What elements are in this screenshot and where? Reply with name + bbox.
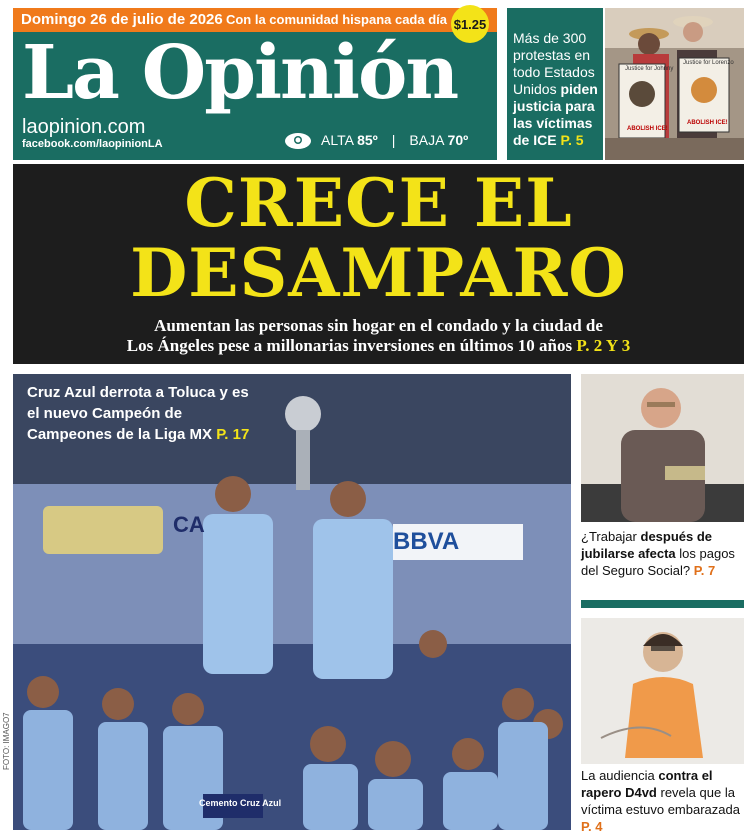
banner-text-1: CA xyxy=(173,512,205,537)
sports-page: P. 17 xyxy=(216,426,250,443)
lead-headline-line2: DESAMPARO xyxy=(130,234,627,312)
jersey-text: Cemento Cruz Azul xyxy=(199,798,282,808)
cloud-sun-icon xyxy=(283,130,313,150)
weather-low: 70º xyxy=(447,132,469,148)
banner-text-2: BBVA xyxy=(393,528,460,555)
lead-deck xyxy=(13,316,744,356)
sports-caption xyxy=(27,382,257,445)
sketch-illustration xyxy=(581,618,744,764)
story2-text[interactable] xyxy=(581,528,746,579)
weather-low-label: BAJA xyxy=(409,132,444,148)
teaser-text-a: Más de 300 protestas en todo Estados Unidos xyxy=(513,30,595,97)
issue-date: Domingo 26 de julio de 2026 xyxy=(21,11,223,28)
sports-caption-text: Cruz Azul derrota a Toluca y es el nuevo Campeón de Campeones de la Liga MX xyxy=(27,384,249,443)
story2-text-a: ¿Trabajar xyxy=(581,529,637,544)
weather-high: 85º xyxy=(357,132,378,148)
column-divider xyxy=(581,600,744,608)
story3-text-a: La audiencia xyxy=(581,768,655,783)
lead-headline xyxy=(13,164,744,312)
slogan: Con la comunidad hispana cada día xyxy=(225,12,447,27)
weather-box xyxy=(283,130,468,150)
price-badge: $1.25 xyxy=(451,5,489,43)
lead-headline-line1: CRECE EL xyxy=(184,164,573,242)
story2-text-bold: después de jubilarse afecta xyxy=(581,529,713,561)
lead-deck-line2: Los Ángeles pese a millonarias inversiones en últimos 10 años xyxy=(126,336,573,355)
sign-1-bottom: ABOLISH ICE! xyxy=(627,126,668,132)
sign-1-title: Justice for Johnny xyxy=(625,66,674,72)
sign-2-title: Justice for Lorenzo xyxy=(683,60,734,66)
senior-illustration xyxy=(581,374,744,522)
teaser-text xyxy=(513,30,603,149)
story2-page: P. 7 xyxy=(693,563,716,578)
senior-man-photo[interactable] xyxy=(581,374,744,522)
protest-photo xyxy=(605,8,744,160)
story2-text-b: los pagos del Seguro Social? xyxy=(581,546,735,578)
teaser-page: P. 5 xyxy=(560,132,584,148)
story3-text[interactable] xyxy=(581,767,746,835)
court-sketch[interactable] xyxy=(581,618,744,764)
story3-text-b: revela que la víctima estuvo embarazada xyxy=(581,785,740,817)
newspaper-logo: La Opinión xyxy=(22,30,458,116)
sign-2-bottom: ABOLISH ICE! xyxy=(687,120,728,126)
lead-deck-line1: Aumentan las personas sin hogar en el condado y la ciudad de xyxy=(154,316,603,335)
teaser-box[interactable] xyxy=(507,8,603,160)
website-link[interactable]: laopinion.com xyxy=(22,116,146,138)
lead-page: P. 2 Y 3 xyxy=(576,336,631,355)
weather-separator: | xyxy=(391,132,396,148)
facebook-link[interactable]: facebook.com/laopinionLA xyxy=(22,138,163,150)
story3-page: P. 4 xyxy=(581,819,603,834)
protest-illustration xyxy=(605,8,744,160)
story3-text-bold: contra el rapero D4vd xyxy=(581,768,713,800)
teaser-text-b: piden justicia para las víctimas de ICE xyxy=(513,81,598,148)
photo-credit: FOTO: IMAGO7 xyxy=(2,712,11,770)
weather-high-label: ALTA xyxy=(321,132,354,148)
